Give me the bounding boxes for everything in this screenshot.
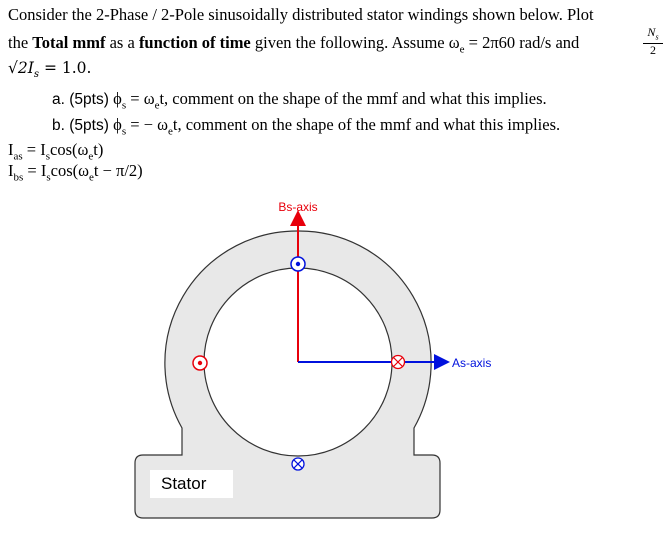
text-fragment: the <box>8 33 33 52</box>
part-label: b. (5pts) <box>52 117 114 134</box>
text-fragment: = I <box>23 161 47 180</box>
text-fragment: ϕ <box>113 115 122 134</box>
bs-dot-icon <box>291 257 305 271</box>
text-fragment: = I <box>22 140 46 159</box>
subscript: e <box>88 171 94 184</box>
subscript: bs <box>13 171 24 184</box>
subscript: as <box>13 150 23 163</box>
function-of-time-bold: function of time <box>138 33 251 52</box>
sqrt2-is: √2I <box>8 59 34 77</box>
text-fragment: ϕ <box>113 89 122 108</box>
subscript: e <box>459 43 465 56</box>
text-fragment: as a <box>105 33 139 52</box>
subscript: e <box>154 99 160 112</box>
subscript: s <box>46 171 51 184</box>
subscript: s <box>121 125 127 138</box>
text-fragment: = ω <box>126 89 155 108</box>
text-fragment: t) <box>93 140 104 159</box>
fraction-numerator: N <box>647 25 656 39</box>
text-fragment: = 1.0. <box>39 59 92 77</box>
text-fragment: = − ω <box>126 115 168 134</box>
text-fragment: t, comment on the shape of the mmf and what this implies. <box>172 115 561 134</box>
text-fragment: = 2π60 rad/s and <box>464 33 580 52</box>
text-fragment: I <box>8 140 14 159</box>
bs-axis-label: Bs-axis <box>278 200 318 214</box>
text-fragment: I <box>8 161 14 180</box>
subscript: e <box>168 125 173 138</box>
as-dot-icon <box>193 356 207 370</box>
total-mmf-bold: Total mmf <box>32 33 106 52</box>
subscript: s <box>655 32 659 42</box>
text-fragment: cos(ω <box>50 140 89 159</box>
fraction-denominator: 2 <box>650 43 656 58</box>
text-fragment: cos(ω <box>50 161 89 180</box>
text-fragment: given the following. Assume ω <box>250 33 460 52</box>
text-fragment: t, comment on the shape of the mmf and what this implies. <box>159 89 547 108</box>
stator-label: Stator <box>150 470 233 498</box>
as-cross-icon <box>392 356 405 369</box>
subscript: s <box>33 69 40 81</box>
subscript: s <box>121 99 127 112</box>
text-fragment: t − π/2) <box>93 161 143 180</box>
as-axis-label: As-axis <box>452 356 492 370</box>
subscript: s <box>45 150 51 163</box>
problem-text: Consider the 2-Phase / 2-Pole sinusoidally distributed stator windings shown below. Plot <box>8 5 594 24</box>
subscript: e <box>88 150 94 163</box>
bs-cross-icon <box>292 458 304 470</box>
part-label: a. (5pts) <box>52 91 114 108</box>
